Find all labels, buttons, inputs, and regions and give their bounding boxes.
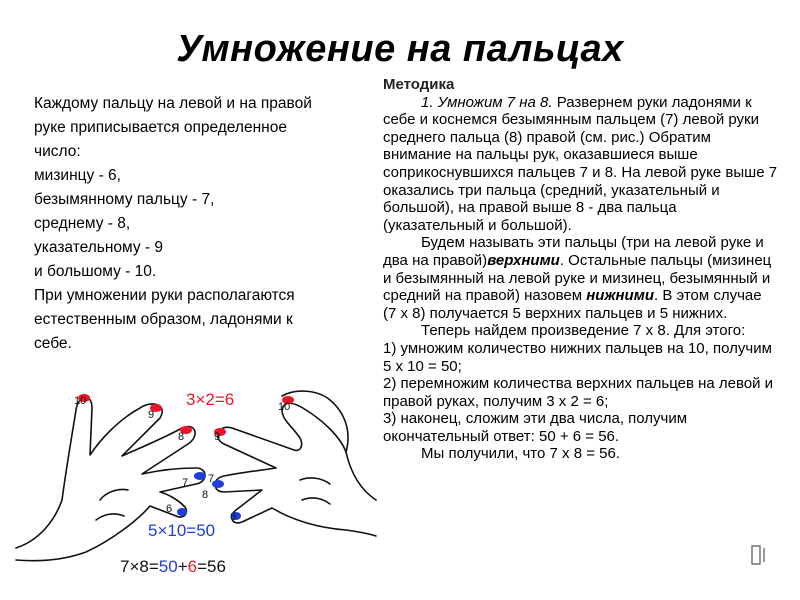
intro-line: мизинцу - 6, (34, 167, 121, 184)
intro-text (34, 92, 364, 356)
step-text: Развернем руки ладонями к себе и коснемся безымянным пальцем (7) левой руки среднего пальца (8) правой (см. рис.) Обратим внимание на пальцы рук, оказавшиеся выше соприкоснувшихся пальцев 7 и 8. На левой руке выше 7 оказались три пальца (средний, указательный и большой), на правой выше 8 - два пальца (указательный и большой). (383, 93, 778, 234)
method-paragraph (383, 94, 778, 235)
intro-line: естественным образом, ладонями к (34, 311, 293, 328)
finger-number: 10 (74, 395, 87, 407)
method-text (383, 76, 778, 463)
result-part: + (177, 557, 188, 576)
intro-line: безымянному пальцу - 7, (34, 191, 215, 208)
page-title: Умножение на пальцах (176, 28, 624, 70)
method-paragraph (383, 234, 778, 322)
intro-line: и большому - 10. (34, 263, 157, 280)
lower-formula: 5×10=50 (148, 521, 216, 540)
intro-line: При умножении руки располагаются (34, 287, 295, 304)
finger-number: 8 (202, 489, 209, 501)
finger-number: 10 (278, 401, 291, 413)
method-conclusion: Мы получили, что 7 х 8 = 56. (421, 445, 620, 463)
term-lower: нижними (586, 287, 654, 305)
result-formula (120, 557, 226, 576)
intro-line: указательному - 9 (34, 239, 164, 256)
upper-formula: 3×2=6 (186, 390, 235, 409)
result-part: 50 (158, 557, 178, 576)
nail-marker (194, 472, 206, 480)
step-intro: 1. Умножим 7 на 8. (421, 93, 553, 111)
finger-number: 9 (148, 409, 155, 421)
text-span: Будем называть эти пальцы (три на левой руке и два на правой) (383, 234, 764, 269)
palm-crease (100, 489, 128, 500)
result-part: 6 (187, 557, 198, 576)
finger-number: 7 (208, 473, 215, 485)
method-step: 1) умножим количество нижних пальцев на 10, получим 5 х 10 = 50; (383, 339, 772, 375)
text-span: . Остальные пальцы (мизинец и безымянный на левой руке и мизинец, безымянный и средний на правой) назовем (383, 251, 772, 305)
palm-crease (96, 514, 124, 520)
intro-line: число: (34, 143, 81, 160)
method-heading: Методика (383, 76, 455, 93)
intro-line: Каждому пальцу на левой и на правой (34, 95, 312, 112)
finger-number: 7 (182, 477, 189, 489)
intro-line: руке приписывается определенное (34, 119, 287, 136)
result-part: 7×8= (120, 557, 159, 576)
palm-crease (302, 498, 330, 504)
method-step: 3) наконец, сложим эти два числа, получим окончательный ответ: 50 + 6 = 56. (383, 410, 688, 445)
method-step: 2) перемножим количества верхних пальцев на левой и правой руках, получим 3 х 2 = 6; (383, 375, 774, 410)
palm-crease (300, 478, 330, 484)
result-part: =56 (197, 557, 226, 576)
method-paragraph: Теперь найдем произведение 7 х 8. Для этого: (421, 322, 746, 340)
text-span: . В этом случае (7 х 8) получается 5 верхних пальцев и 5 нижних. (383, 287, 762, 322)
speaker-icon (750, 542, 770, 568)
intro-line: среднему - 8, (34, 215, 131, 232)
finger-number: 8 (178, 431, 185, 443)
intro-line: себе. (34, 335, 72, 352)
finger-number: 6 (230, 511, 237, 523)
hands-illustration (0, 378, 380, 600)
term-upper: верхними (487, 251, 560, 269)
finger-number: 9 (214, 431, 221, 443)
nail-marker (177, 508, 187, 516)
finger-number: 6 (166, 503, 173, 515)
